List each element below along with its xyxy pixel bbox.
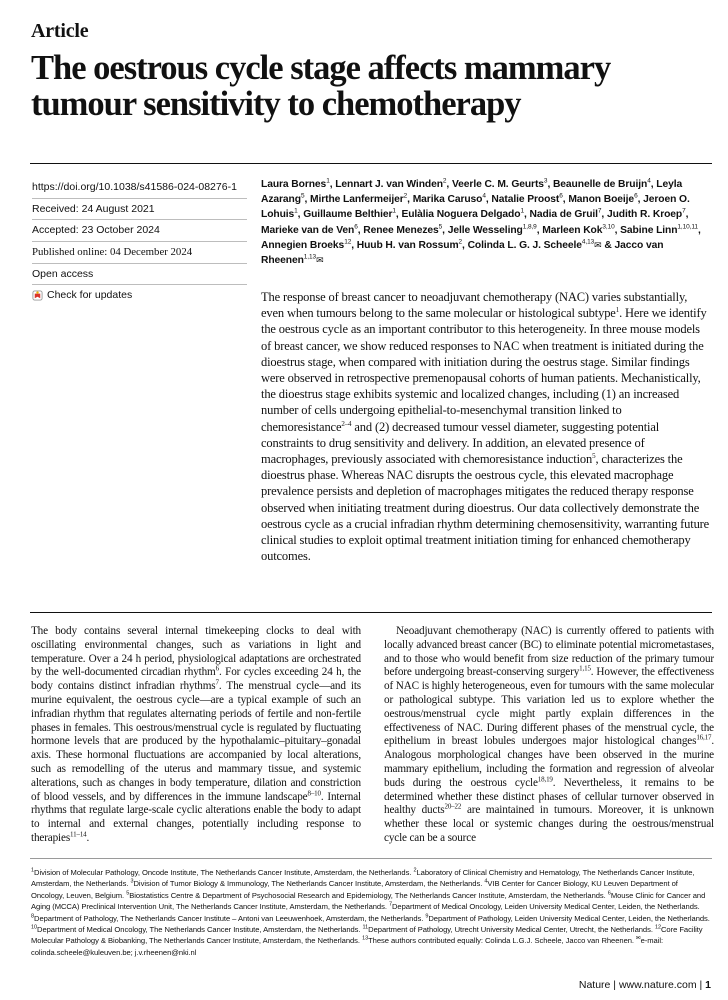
affiliation-reference: 6	[607, 890, 611, 897]
author-affiliation-number: 1,13	[303, 253, 317, 261]
affiliation-reference: 4	[484, 878, 488, 885]
author-affiliation-number: 4	[647, 177, 651, 185]
affiliation-reference: 1	[31, 867, 35, 874]
journal-website-link[interactable]: www.nature.com	[618, 979, 697, 991]
affiliation-text: Biostatistics Centre & Department of Psychosocial Research and Epidemiology, The Netherlands Cancer Institute, Amsterdam, the Netherlands.	[129, 890, 608, 900]
author-name[interactable]: Lennart J. van Winden	[335, 179, 443, 190]
doi-link[interactable]: https://doi.org/10.1038/s41586-024-08276-1	[32, 177, 247, 199]
author-name[interactable]: Beaunelle de Bruijn	[552, 179, 648, 190]
body-reference: 18,19	[537, 775, 553, 784]
affiliation-reference: 7	[388, 901, 392, 908]
author-name[interactable]: Judith R. Kroep	[606, 209, 683, 221]
page-footer	[579, 979, 711, 991]
author-name[interactable]: Manon Boeije	[568, 194, 635, 206]
author-affiliation-number: 6	[559, 192, 563, 200]
author-affiliation-number: 5	[300, 192, 305, 200]
author-affiliation-number: 1,8,9	[522, 223, 537, 231]
published-date: Published online: 04 December 2024	[32, 242, 247, 264]
author-affiliation-number: 6	[634, 192, 638, 200]
author-affiliation-number: 3,10	[602, 223, 615, 231]
affiliation-reference: 2	[413, 867, 417, 874]
author-affiliation-number: 1,10,11	[677, 223, 698, 231]
affiliation-reference: 13	[362, 935, 369, 942]
author-affiliation-number: 2	[458, 238, 463, 246]
author-name[interactable]: Laura Bornes	[261, 179, 327, 190]
author-affiliation-number: 1	[520, 207, 524, 215]
author-affiliation-number: 6	[354, 223, 358, 231]
affiliation-reference: 5	[126, 890, 130, 897]
author-affiliation-number: 1	[392, 207, 396, 215]
body-reference: 1,15	[579, 664, 591, 673]
body-reference: 8–10	[307, 788, 321, 797]
body-text: .	[86, 831, 90, 844]
body-text: Neoadjuvant chemotherapy (NAC) is currently offered to patients with locally advanced breast cancer (BC) to eliminate potential micrometastases, and to those who would benefit from size reduction of the primary tumour before undergoing breast-conserving surgery	[384, 625, 714, 679]
affiliation-text: Division of Tumor Biology & Immunology, The Netherlands Cancer Institute, Amsterdam, the Netherlands.	[133, 879, 485, 889]
affiliations	[31, 867, 711, 958]
affiliation-reference: 12	[654, 924, 661, 931]
affiliation-reference: 3	[130, 878, 134, 885]
author-affiliation-number: 1	[326, 177, 330, 185]
abstract-text: , characterizes the dioestrus phase. Whereas NAC disrupts the oestrous cycle, this elevated macrophage prevalence persists and depletion of macrophages mitigates the reduced therapy response observed when initiating treatment during dioestrus. Our data collectively demonstrate the oestrous cycle as a crucial infradian rhythm determining chemosensitivity, warranting future clinical studies to exploit optimal treatment initiation timing for enhanced chemotherapy outcomes.	[261, 452, 710, 564]
body-text: . However, the effectiveness of NAC is highly heterogeneous, even for tumours with the same molecular or pathological subtype. This variation led us to explore whether the oestrous/menstrual cycle might partly explain differences in the effectiveness of NAC. During different phases of the menstrual cycle, the epithelium in breast lobules undergoes major histological changes	[384, 666, 714, 748]
affiliation-reference: 9	[425, 913, 429, 920]
abstract-reference: 2–4	[341, 419, 352, 428]
author-affiliation-number: 12	[344, 238, 352, 246]
page-number: 1	[705, 979, 711, 991]
article-type-label: Article	[31, 20, 89, 42]
body-reference: 11–14	[70, 830, 87, 839]
email-icon[interactable]: ✉	[316, 255, 324, 266]
check-updates-icon	[32, 290, 43, 301]
body-text: . For cycles exceeding 24 h, the body contains distinct infradian rhythms	[31, 666, 361, 693]
body-text: The body contains several internal timekeeping clocks to deal with oscillating environmental changes, such as variations in light and temperature. Over a 24 h period, physiological adaptations are orchestrated by the well-documented circadian rhythm	[31, 625, 361, 679]
affiliation-reference: 10	[31, 924, 38, 931]
author-list: Laura Bornes$^1$, Lennart J. van Winden$^2$, Veerle C. M. Geurts$^3$, Beaunelle de Bruijn$^4$, Leyla Azarang$^5$, Mirthe Lanfermeijer$^2$, Marika Caruso$^4$, Natalie Proost$^6$, Manon Boeije$^6$, Jeroen O. Lohuis$^1$, Guillaume Belthier$^1$, Eulàlia Noguera Delgado$^1$, Nadia de Gruil$^7$, Judith R. Kroep$^7$, Marieke van de Ven$^6$, Renee Menezes$^5$, Jelle Wesseling$^{1,8,9}$, Marleen Kok$^{3,10}$, Sabine Linn$^{1,10,11}$, Annegien Broeks$^{12}$, Huub H. van Rossum$^2$, Colinda L. G. J. Scheele$^{4,13}$✉ & Jacco van Rheenen$^{1,13}$✉	[261, 177, 701, 267]
abstract	[261, 289, 711, 564]
abstract-text: . Here we identify the oestrous cycle as an important contributor to this heterogeneity. In three mouse models of breast cancer, we show reduced responses to NAC when treatment is initiated during the dioestrus stage, when compared with initiation during the oestrus stage. Similar findings were observed in retrospective premenopausal cohorts of human patients. Mechanistically, the dioestrus stage exhibits systemic and localized changes, including (1) an increased number of cells undergoing epithelial-to-mesenchymal transition linked to chemoresistance	[261, 306, 707, 434]
affiliation-text: e-mail: colinda.scheele@kuleuven.be; j.v.rheenen@nki.nl	[31, 936, 664, 957]
author-name[interactable]: Natalie Proost	[491, 194, 560, 206]
affiliation-reference: 8	[31, 913, 35, 920]
author-affiliation-number: 4	[482, 192, 486, 200]
affiliation-text: Department of Medical Oncology, Leiden University Medical Center, Leiden, the Netherlands.	[391, 902, 700, 912]
abstract-reference: 5	[592, 451, 596, 460]
affiliation-text: Department of Medical Oncology, The Netherlands Cancer Institute, Amsterdam, the Netherlands.	[37, 925, 363, 935]
article-metadata	[32, 177, 247, 306]
accepted-date: Accepted: 23 October 2024	[32, 220, 247, 242]
open-access-label: Open access	[32, 264, 247, 286]
abstract-text: and (2) decreased tumour vessel diameter, suggesting potential constraints to drug sensitivity and delivery. In addition, an elevated presence of macrophages, previously associated with chemoresistance induction	[261, 419, 660, 467]
author-name[interactable]: Guillaume Belthier	[303, 209, 393, 221]
author-name[interactable]: Colinda L. G. J. Scheele	[467, 239, 582, 251]
author-name[interactable]: Annegien Broeks	[261, 239, 345, 251]
affiliation-text: Department of Pathology, Utrecht University Medical Center, Utrecht, the Netherlands.	[368, 925, 655, 935]
affiliation-text: VIB Center for Cancer Biology, KU Leuven Department of Oncology, Leuven, Belgium.	[31, 879, 678, 900]
body-text: . Analogous morphological changes have been observed in the murine mammary epithelium, including the formation and regression of alveolar buds during the oestrous cycle	[384, 735, 714, 789]
body-reference: 20–22	[444, 802, 462, 811]
affiliation-text: Laboratory of Clinical Chemistry and Hematology, The Netherlands Cancer Institute, Amsterdam, the Netherlands.	[31, 868, 695, 889]
author-affiliation-number: 4,13	[581, 238, 595, 246]
author-affiliation-number: 7	[682, 207, 686, 215]
footer-separator: |	[613, 979, 617, 991]
author-name[interactable]: Mirthe Lanfermeijer	[309, 194, 404, 206]
email-icon[interactable]: ✉	[594, 239, 602, 250]
affiliation-text: Department of Pathology, Leiden University Medical Center, Leiden, the Netherlands.	[428, 913, 710, 923]
author-affiliation-number: 7	[597, 207, 602, 215]
received-date: Received: 24 August 2021	[32, 199, 247, 221]
affiliations-divider	[30, 858, 712, 859]
author-name[interactable]: Jeroen O. Lohuis	[261, 194, 690, 221]
body-text: . The menstrual cycle—and its murine equivalent, the oestrous cycle—are a typical example of such an infradian rhythm that regulates alternating periods of fertile and non-fertile phases in females. This oestrous/menstrual cycle is regulated by fluctuating hormone levels that are produced by the hypothalamic–pituitary–gonadal axis. These hormonal fluctuations are accompanied by local alterations, such as remodelling of the uterus and mammary tissue, and systemic alterations, such as changes in body temperature, dilation and constriction of blood vessels, and by differences in the immune landscape	[31, 680, 361, 803]
affiliation-reference: 11	[362, 924, 369, 931]
affiliation-text: Division of Molecular Pathology, Oncode Institute, The Netherlands Cancer Institute, Amsterdam, the Netherlands.	[34, 868, 414, 877]
affiliation-text: Mouse Clinic for Cancer and Aging (MCCA) Preclinical Intervention Unit, The Netherlands Cancer Institute, Amsterdam, the Netherlands.	[31, 890, 706, 912]
check-updates-label: Check for updates	[47, 289, 133, 302]
author-name[interactable]: Marleen Kok	[542, 224, 603, 236]
author-name[interactable]: Sabine Linn	[620, 224, 678, 236]
body-reference: 16,17	[696, 733, 712, 742]
author-name[interactable]: Jacco van Rheenen	[261, 239, 664, 267]
journal-name: Nature	[578, 979, 611, 991]
author-joiner: &	[604, 239, 612, 251]
affiliation-text: Department of Pathology, The Netherlands Cancer Institute – Antoni van Leeuwenhoek, Amsterdam, the Netherlands.	[34, 913, 426, 923]
article-title: The oestrous cycle stage affects mammary tumour sensitivity to chemotherapy	[31, 49, 611, 123]
body-text: are maintained in tumours. Moreover, it is unknown whether these local or systemic changes during the oestrous/menstrual cycle can be a source	[384, 804, 714, 844]
abstract-text: The response of breast cancer to neoadjuvant chemotherapy (NAC) varies substantially, even when tumours belong to the same molecular or histological subtype	[261, 290, 688, 321]
author-name[interactable]: Veerle C. M. Geurts	[451, 179, 544, 190]
body-text: . Internal rhythms that regulate large-scale cyclic alterations enable the body to adapt to internal and external changes, potentially including response to therapies	[31, 790, 361, 844]
author-affiliation-number: 2	[403, 192, 408, 200]
affiliation-text: These authors contributed equally: Colinda L.G.J. Scheele, Jacco van Rheenen.	[368, 936, 637, 946]
affiliation-text: Core Facility Molecular Pathology & Biobanking, The Netherlands Cancer Institute, Amsterdam, the Netherlands.	[31, 925, 703, 946]
author-affiliation-number: 1	[294, 207, 298, 215]
check-for-updates-link[interactable]	[32, 285, 247, 306]
author-name[interactable]: Nadia de Gruil	[529, 209, 598, 221]
author-name[interactable]: Leyla Azarang	[261, 179, 683, 206]
body-reference: 6	[215, 664, 219, 673]
body-text-right-column	[384, 625, 714, 846]
footer-separator: |	[699, 979, 703, 991]
author-affiliation-number: 3	[543, 177, 548, 185]
author-name[interactable]: Renee Menezes	[363, 224, 439, 236]
body-reference: 7	[215, 678, 219, 687]
abstract-reference: 1	[615, 306, 620, 315]
title-divider	[30, 163, 712, 164]
body-text-left-column	[31, 625, 361, 846]
abstract-divider	[30, 612, 712, 613]
author-name[interactable]: Huub H. van Rossum	[356, 239, 459, 251]
author-affiliation-number: 2	[442, 177, 447, 185]
affiliation-reference: ✉	[636, 935, 641, 942]
author-name[interactable]: Eulàlia Noguera Delgado	[401, 209, 521, 221]
author-affiliation-number: 5	[438, 223, 443, 231]
author-name[interactable]: Marieke van de Ven	[261, 224, 355, 236]
author-name[interactable]: Marika Caruso	[412, 194, 483, 206]
author-name[interactable]: Jelle Wesseling	[447, 224, 523, 236]
body-text: . Nevertheless, it remains to be determined whether these distinct phases of cellular turnover observed in healthy ducts	[384, 776, 714, 817]
